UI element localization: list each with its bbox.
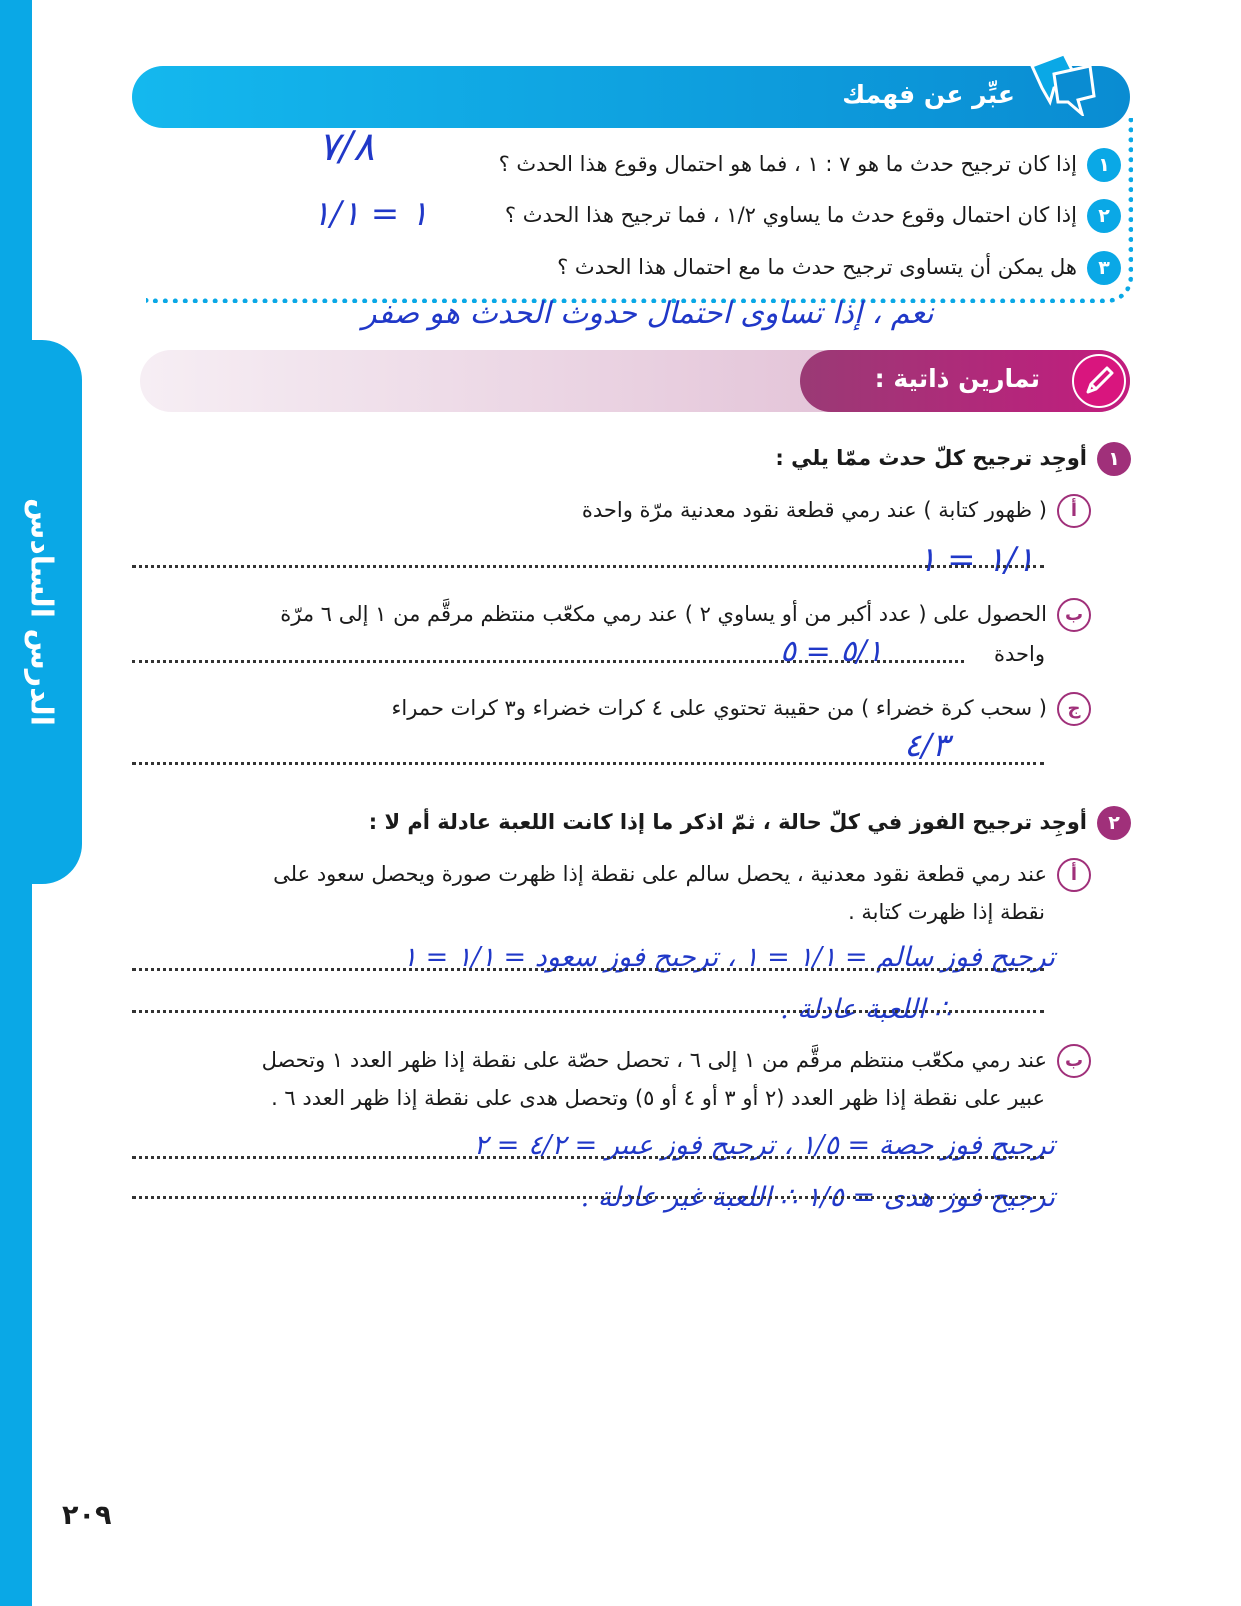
item-label: ب (1057, 598, 1091, 632)
question-1 (499, 148, 1121, 182)
question-text: إذا كان احتمال وقوع حدث ما يساوي ١/٢ ، فما ترجيح هذا الحدث ؟ (504, 203, 1077, 227)
answer-line (132, 1196, 1044, 1199)
handwritten-answer: ترجيح فوز حصة = ١/٥ ، ترجيح فوز عبير = ٤/٢ = ٢ (473, 1130, 1055, 1161)
handwritten-answer: ٥/١ = ٥ (780, 634, 883, 669)
handwritten-answer: ترجيح فوز سالم = ١/١ = ١ ، ترجيح فوز سعود = ١/١ = ١ (402, 942, 1055, 973)
exercise-2a (273, 858, 1091, 892)
pencil-icon (1072, 354, 1126, 408)
exercise-2b (262, 1044, 1091, 1078)
item-label: أ (1057, 858, 1091, 892)
exercise-number: ١ (1097, 442, 1131, 476)
item-text: عند رمي قطعة نقود معدنية ، يحصل سالم على نقطة إذا ظهرت صورة ويحصل سعود على (273, 862, 1047, 886)
question-number: ١ (1087, 148, 1121, 182)
answer-line (132, 968, 1044, 971)
question-text: هل يمكن أن يتساوى ترجيح حدث ما مع احتمال هذا الحدث ؟ (557, 255, 1077, 279)
question-number: ٣ (1087, 251, 1121, 285)
exercise-text: أوجِد ترجيح الفوز في كلّ حالة ، ثمّ اذكر ما إذا كانت اللعبة عادلة أم لا : (368, 810, 1087, 834)
item-text: ( ظهور كتابة ) عند رمي قطعة نقود معدنية مرّة واحدة (581, 498, 1047, 522)
answer-line (132, 565, 1044, 568)
item-text: ( سحب كرة خضراء ) من حقيبة تحتوي على ٤ كرات خضراء و٣ كرات حمراء (391, 696, 1047, 720)
handwritten-answer: نعم ، إذا تساوى احتمال حدوث الحدث هو صفر (362, 296, 934, 331)
section-header-exercises (800, 350, 1130, 412)
lesson-tab (0, 340, 82, 884)
item-text: الحصول على ( عدد أكبر من أو يساوي ٢ ) عند رمي مكعّب منتظم مرقَّم من ١ إلى ٦ مرّة (280, 602, 1047, 626)
answer-line (132, 762, 1044, 765)
answer-line (132, 1156, 1044, 1159)
handwritten-answer: ٤/٣ (904, 726, 950, 764)
page-number: ٢٠٩ (62, 1500, 112, 1531)
handwritten-answer: ترجيح فوز هدى = ١/٥ ∴ اللعبة غير عادلة . (580, 1182, 1055, 1213)
handwritten-answer: ١ = ١/١ (312, 194, 429, 234)
exercise-1c (392, 692, 1091, 726)
exercise-2 (369, 806, 1131, 840)
handwritten-answer: ٧/٨ (318, 124, 375, 170)
question-text: إذا كان ترجيح حدث ما هو ٧ : ١ ، فما هو احتمال وقوع هذا الحدث ؟ (498, 152, 1077, 176)
section-title: تمارين ذاتية : (874, 364, 1040, 393)
handwritten-answer: ١/١ = ١ (918, 540, 1035, 580)
item-text-continued: واحدة (994, 642, 1045, 666)
question-2 (505, 199, 1121, 233)
exercise-1b (280, 598, 1091, 632)
question-number: ٢ (1087, 199, 1121, 233)
answer-line (132, 1010, 1044, 1013)
exercise-1a (582, 494, 1091, 528)
handwritten-answer: ∴ اللعبة عادلة . (780, 994, 951, 1025)
item-text: عند رمي مكعّب منتظم مرقَّم من ١ إلى ٦ ، تحصل حصّة على نقطة إذا ظهر العدد ١ وتحصل (261, 1048, 1047, 1072)
item-text-continued: عبير على نقطة إذا ظهر العدد (٢ أو ٣ أو ٤ أو ٥) وتحصل هدى على نقطة إذا ظهر العدد ٦ . (271, 1086, 1045, 1110)
speech-bubbles-icon (1024, 44, 1100, 116)
exercise-text: أوجِد ترجيح كلّ حدث ممّا يلي : (775, 446, 1087, 470)
item-label: ج (1057, 692, 1091, 726)
exercise-1 (775, 442, 1131, 476)
section-title: عبِّر عن فهمك (842, 80, 1015, 109)
exercise-number: ٢ (1097, 806, 1131, 840)
item-label: أ (1057, 494, 1091, 528)
lesson-label: الدرس السادس (23, 497, 59, 727)
item-text-continued: نقطة إذا ظهرت كتابة . (848, 900, 1045, 924)
item-label: ب (1057, 1044, 1091, 1078)
question-3 (557, 251, 1121, 285)
